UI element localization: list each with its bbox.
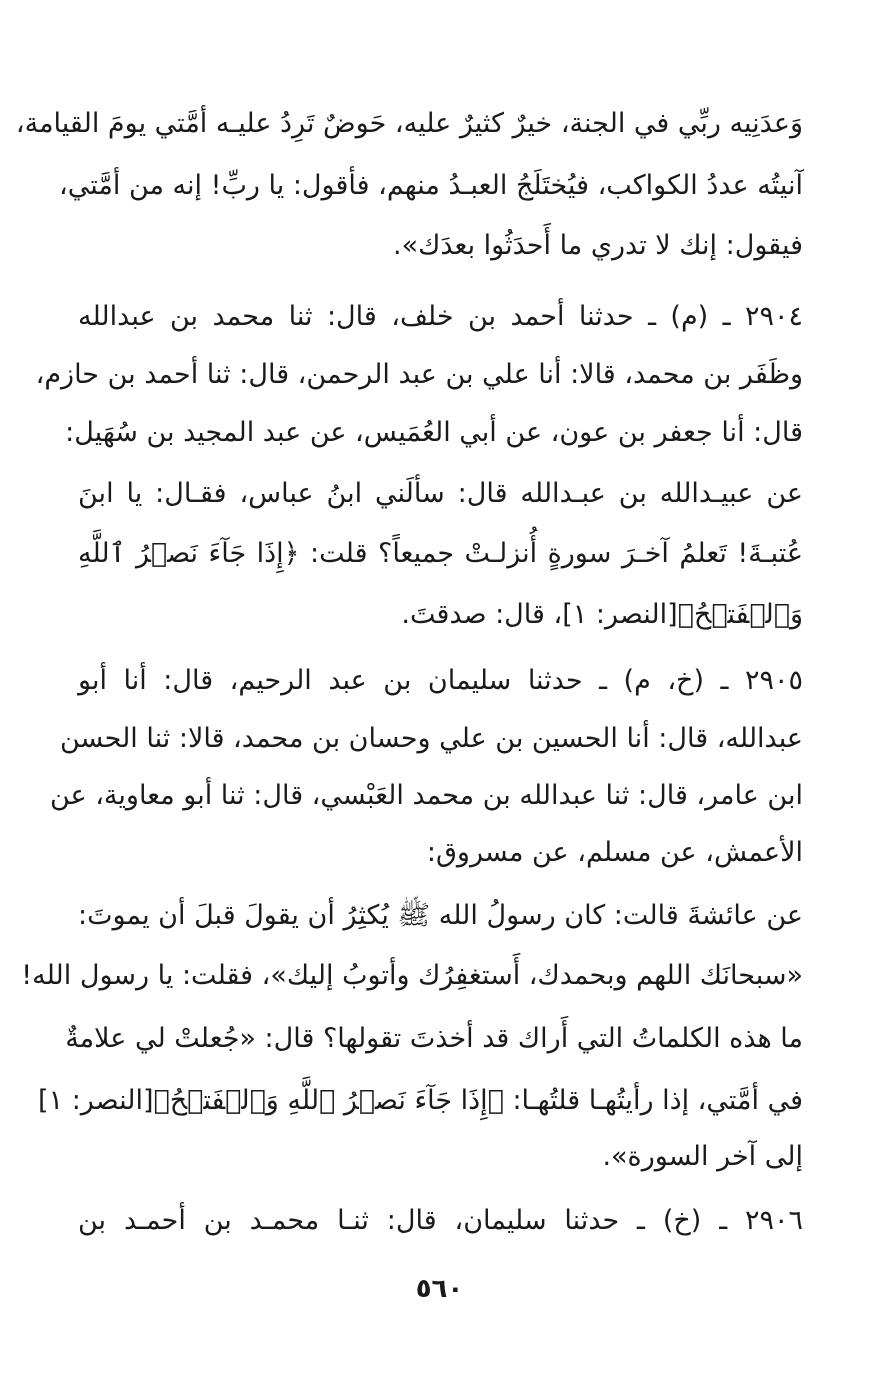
text-line: فيقول: إنك لا تدري ما أَحدَثُوا بعدَك».	[393, 230, 803, 261]
text-line: عُتبـةَ! تَعلمُ آخـرَ سورةٍ أُنزلـتْ جميعاً؟ قلت: ﴿إِذَا جَآءَ نَصۡرُ ٱللَّهِ	[78, 538, 803, 569]
text-line: وَٱلۡفَتۡحُ﴾[النصر: ١]، قال: صدقتَ.	[401, 599, 803, 630]
text-line: عبدالله، قال: أنا الحسين بن علي وحسان بن محمد، قالا: ثنا الحسن	[60, 723, 803, 754]
hadith-heading-2905: ٢٩٠٥ ـ (خ، م) ـ حدثنا سليمان بن عبد الرحيم، قال: أنا أبو	[78, 665, 803, 696]
text-line: عن عبيـدالله بن عبـدالله قال: سألَني ابنُ عباس، فقـال: يا ابنَ	[78, 478, 803, 509]
text-line: «سبحانَك اللهم وبحمدك، أَستغفِرُك وأتوبُ إليك»، فقلت: يا رسول الله!	[21, 960, 803, 991]
text-line: ما هذه الكلماتُ التي أَراك قد أخذتَ تقولها؟ قال: «جُعلتْ لي علامةٌ	[65, 1023, 803, 1054]
hadith-heading-2906: ٢٩٠٦ ـ (خ) ـ حدثنا سليمان، قال: ثنـا محمـد بن أحمـد بن	[78, 1205, 803, 1236]
text-line: في أمَّتي، إذا رأيتُهـا قلتُهـا: ﴿إِذَا جَآءَ نَصۡرُ ٱللَّهِ وَٱلۡفَتۡحُ﴾[النصر: ١]	[38, 1085, 803, 1116]
text-line: إلى آخر السورة».	[602, 1141, 803, 1172]
text-line: ابن عامر، قال: ثنا عبدالله بن محمد العَبْسي، قال: ثنا أبو معاوية، عن	[49, 780, 803, 811]
text-line: قال: أنا جعفر بن عون، عن أبي العُمَيس، عن عبد المجيد بن سُهَيل:	[65, 417, 803, 448]
text-line: عن عائشةَ قالت: كان رسولُ الله ﷺ يُكثِرُ أن يقولَ قبلَ أن يموتَ:	[78, 900, 803, 931]
text-line: وظَفَر بن محمد، قالا: أنا علي بن عبد الرحمن، قال: ثنا أحمد بن حازم،	[35, 359, 803, 390]
text-line: الأعمش، عن مسلم، عن مسروق:	[426, 837, 803, 868]
text-line: وَعدَنِيه ربِّي في الجنة، خيرٌ كثيرٌ عليه، حَوضٌ تَرِدُ عليـه أمَّتي يومَ القيامة،	[15, 108, 803, 139]
hadith-heading-2904: ٢٩٠٤ ـ (م) ـ حدثنا أحمد بن خلف، قال: ثنا محمد بن عبدالله	[78, 301, 803, 332]
page-number: ٥٦٠	[415, 1274, 464, 1304]
text-line: آنيتُه عددُ الكواكب، فيُختَلَجُ العبـدُ منهم، فأقول: يا ربِّ! إنه من أمَّتي،	[59, 170, 803, 201]
